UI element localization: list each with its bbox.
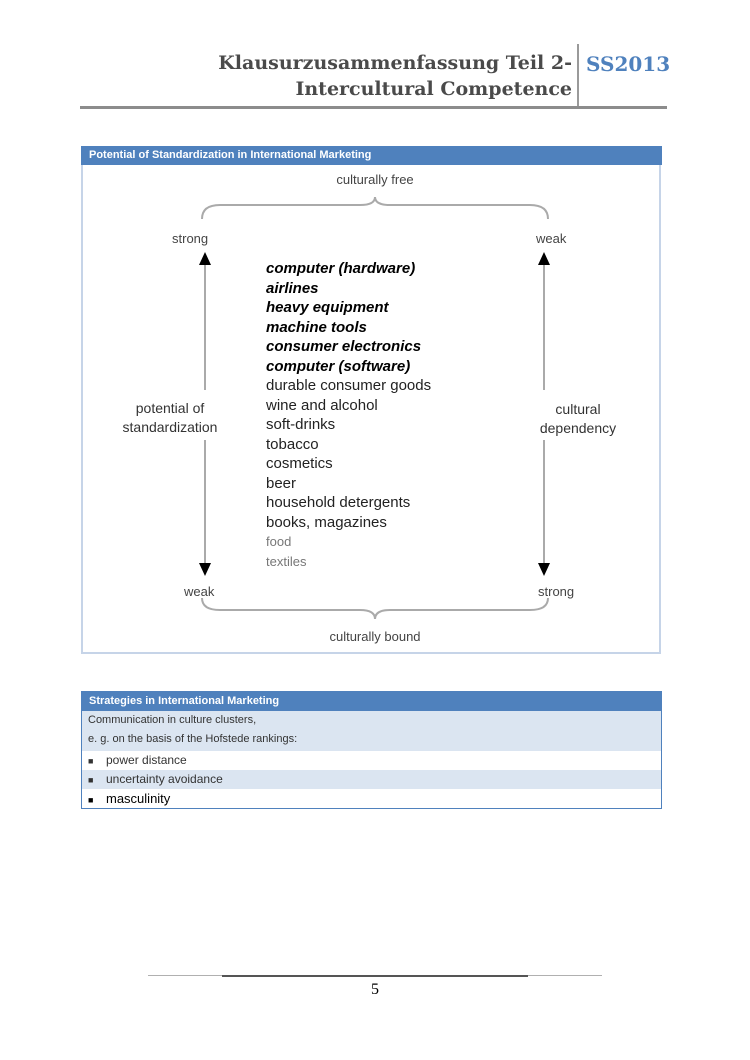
document-title-line2: Intercultural Competence: [295, 78, 572, 100]
header-rule: [80, 106, 667, 109]
list-item: textiles: [266, 553, 307, 569]
list-item: consumer electronics: [266, 338, 422, 355]
list-item: tobacco: [266, 435, 319, 453]
list-item: computer (software): [266, 357, 411, 375]
header-separator: [577, 44, 579, 106]
bullet-text: power distance: [106, 753, 187, 767]
list-item: computer (hardware): [266, 260, 416, 277]
right-axis-label: [520, 400, 636, 438]
list-item: heavy equipment: [266, 299, 389, 316]
table-row: [82, 770, 661, 789]
diagram-heading: Potential of Standardization in International Marketing: [81, 146, 662, 165]
list-item: books, magazines: [266, 513, 387, 531]
page-number: 5: [371, 981, 379, 998]
list-item: machine tools: [266, 318, 367, 336]
product-list: [266, 259, 431, 571]
left-axis-label-line2: standardization: [122, 419, 218, 435]
right-axis-label-line2: dependency: [539, 420, 617, 436]
list-item: airlines: [266, 279, 319, 297]
left-top-strong-label: strong: [172, 231, 209, 246]
bullet-icon: ■: [88, 775, 94, 785]
table-row: [82, 789, 661, 808]
list-item: household detergents: [266, 494, 411, 511]
bullet-text: uncertainty avoidance: [106, 772, 223, 786]
footer-rule-dark: [222, 975, 528, 977]
bullet-icon: ■: [88, 756, 94, 766]
bullet-text: masculinity: [106, 791, 171, 806]
culturally-free-label: culturally free: [336, 172, 414, 187]
table-row: [82, 751, 661, 770]
bottom-brace: [200, 596, 550, 622]
left-bottom-weak-label: weak: [184, 584, 215, 599]
list-item: beer: [266, 474, 297, 492]
list-item: food: [266, 534, 292, 549]
document-title-line1: Klausurzusammenfassung Teil 2-: [218, 52, 572, 74]
strategies-intro-line2: e. g. on the basis of the Hofstede rankings:: [88, 733, 298, 745]
list-item: durable consumer goods: [266, 377, 432, 394]
right-bottom-strong-label: strong: [538, 584, 575, 599]
bullet-icon: ■: [88, 795, 94, 805]
culturally-bound-label: culturally bound: [329, 629, 421, 644]
right-axis-label-line1: cultural: [555, 401, 601, 417]
semester-label: SS2013: [586, 52, 671, 76]
left-axis-label-line1: potential of: [135, 400, 205, 416]
strategies-heading: Strategies in International Marketing: [81, 691, 662, 711]
top-brace: [200, 195, 550, 221]
list-item: wine and alcohol: [266, 396, 378, 414]
right-top-weak-label: weak: [536, 231, 567, 246]
list-item: soft-drinks: [266, 416, 336, 433]
strategies-intro: [82, 711, 661, 751]
strategies-intro-line1: Communication in culture clusters,: [88, 714, 257, 726]
list-item: cosmetics: [266, 455, 333, 472]
left-axis-label: [105, 399, 235, 437]
document-title: [218, 50, 572, 102]
